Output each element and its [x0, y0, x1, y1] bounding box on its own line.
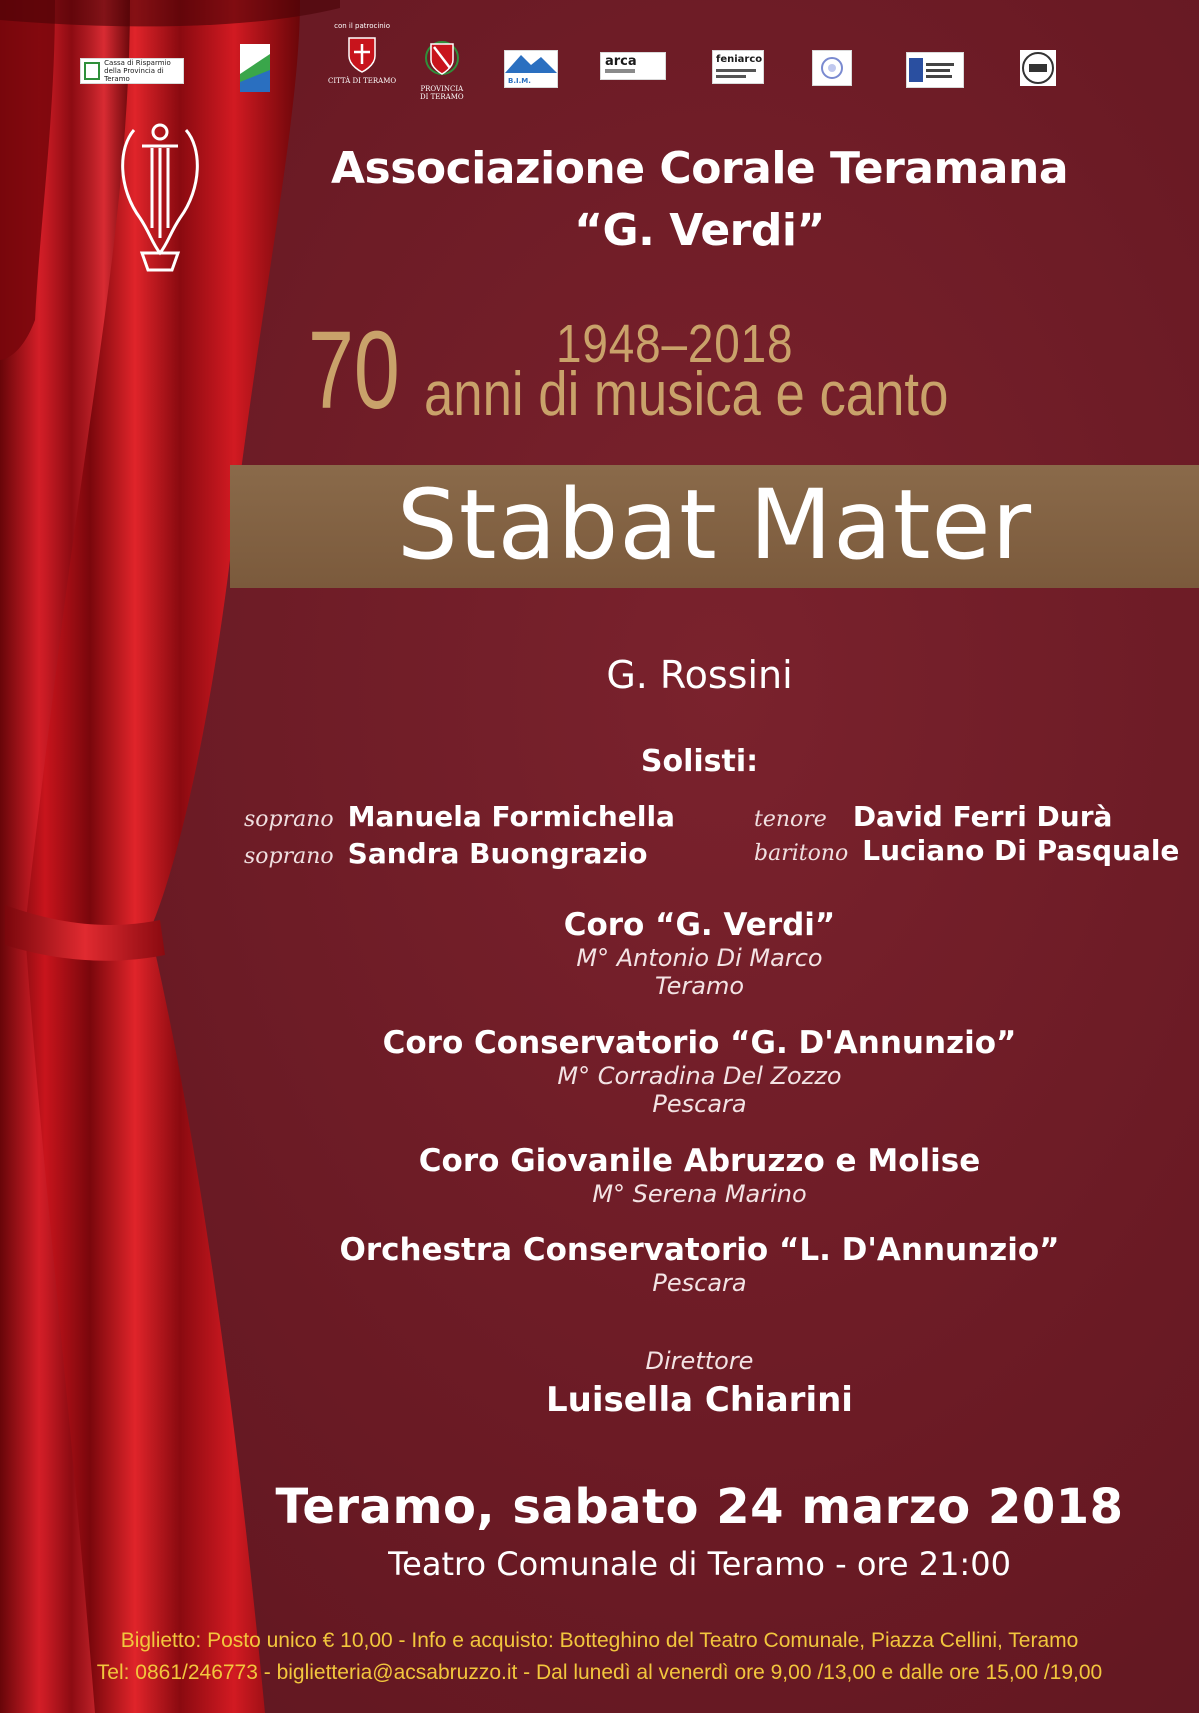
citta-teramo-logo: con il patrocinio CITTÀ DI TERAMO — [328, 22, 397, 85]
circle-emblem-icon — [819, 55, 845, 81]
regione-abruzzo-logo — [240, 44, 270, 92]
ticket-info: Biglietto: Posto unico € 10,00 - Info e acquisto: Botteghino del Teatro Comunale, Piazza Cellini, Teramo — [120, 1629, 1079, 1652]
soloists-heading: Solisti: — [640, 744, 759, 779]
contact-info: Tel: 0861/246773 - biglietteria@acsabruzzo.it - Dal lunedì al venerdì ore 9,00 /13,00 e dalle ore 15,00 /19,00 — [96, 1661, 1103, 1684]
agis-emblem-icon — [1020, 50, 1056, 86]
director-label: Direttore — [645, 1347, 754, 1375]
cross-icon — [84, 62, 100, 80]
mountain-icon — [505, 51, 557, 73]
regione-abruzzo-icon — [240, 44, 270, 92]
arca-logo: arca — [600, 52, 666, 80]
composer: G. Rossini — [606, 653, 793, 697]
event-venue: Teatro Comunale di Teramo - ore 21:00 — [388, 1545, 1011, 1583]
cori-logo — [812, 50, 852, 86]
provincia-teramo-logo: PROVINCIA DI TERAMO — [420, 38, 464, 101]
soloist-2: soprano Sandra Buongrazio — [244, 837, 648, 870]
work-title: Stabat Mater — [396, 469, 1033, 581]
soloist-4: baritono Luciano Di Pasquale — [754, 834, 1180, 867]
feniarco-logo: feniarco — [712, 50, 764, 84]
group-coro-conservatorio: Coro Conservatorio “G. D'Annunzio” M° Corradina Del Zozzo Pescara — [382, 1025, 1017, 1118]
coat-of-arms-icon — [347, 34, 377, 74]
group-coro-giovanile: Coro Giovanile Abruzzo e Molise M° Serena Marino — [418, 1143, 981, 1208]
lyre-logo-icon — [112, 118, 208, 278]
event-date: Teramo, sabato 24 marzo 2018 — [275, 1479, 1124, 1535]
bim-logo: B.I.M. — [504, 50, 558, 88]
fondazione-logo: Cassa di Risparmio della Provincia di Teramo — [80, 58, 184, 84]
anniversary-years: 1948–2018 — [556, 314, 794, 374]
sponsor-logos — [80, 20, 1170, 120]
group-coro-verdi: Coro “G. Verdi” M° Antonio Di Marco Teramo — [563, 907, 836, 1000]
ministero-emblem-icon — [909, 58, 923, 82]
soloist-1: soprano Manuela Formichella — [244, 800, 675, 833]
anniversary-text: anni di musica e canto — [424, 360, 949, 429]
group-orchestra: Orchestra Conservatorio “L. D'Annunzio” Pescara — [339, 1232, 1060, 1297]
director-name: Luisella Chiarini — [546, 1380, 853, 1420]
association-title: Associazione Corale Teramana “G. Verdi” — [330, 143, 1069, 256]
agis-logo — [1020, 50, 1056, 86]
anniversary-number: 70 — [308, 309, 400, 432]
coat-of-arms-icon — [425, 38, 459, 82]
soloist-3: tenore David Ferri Durà — [754, 800, 1113, 833]
ministero-logo — [906, 52, 964, 88]
